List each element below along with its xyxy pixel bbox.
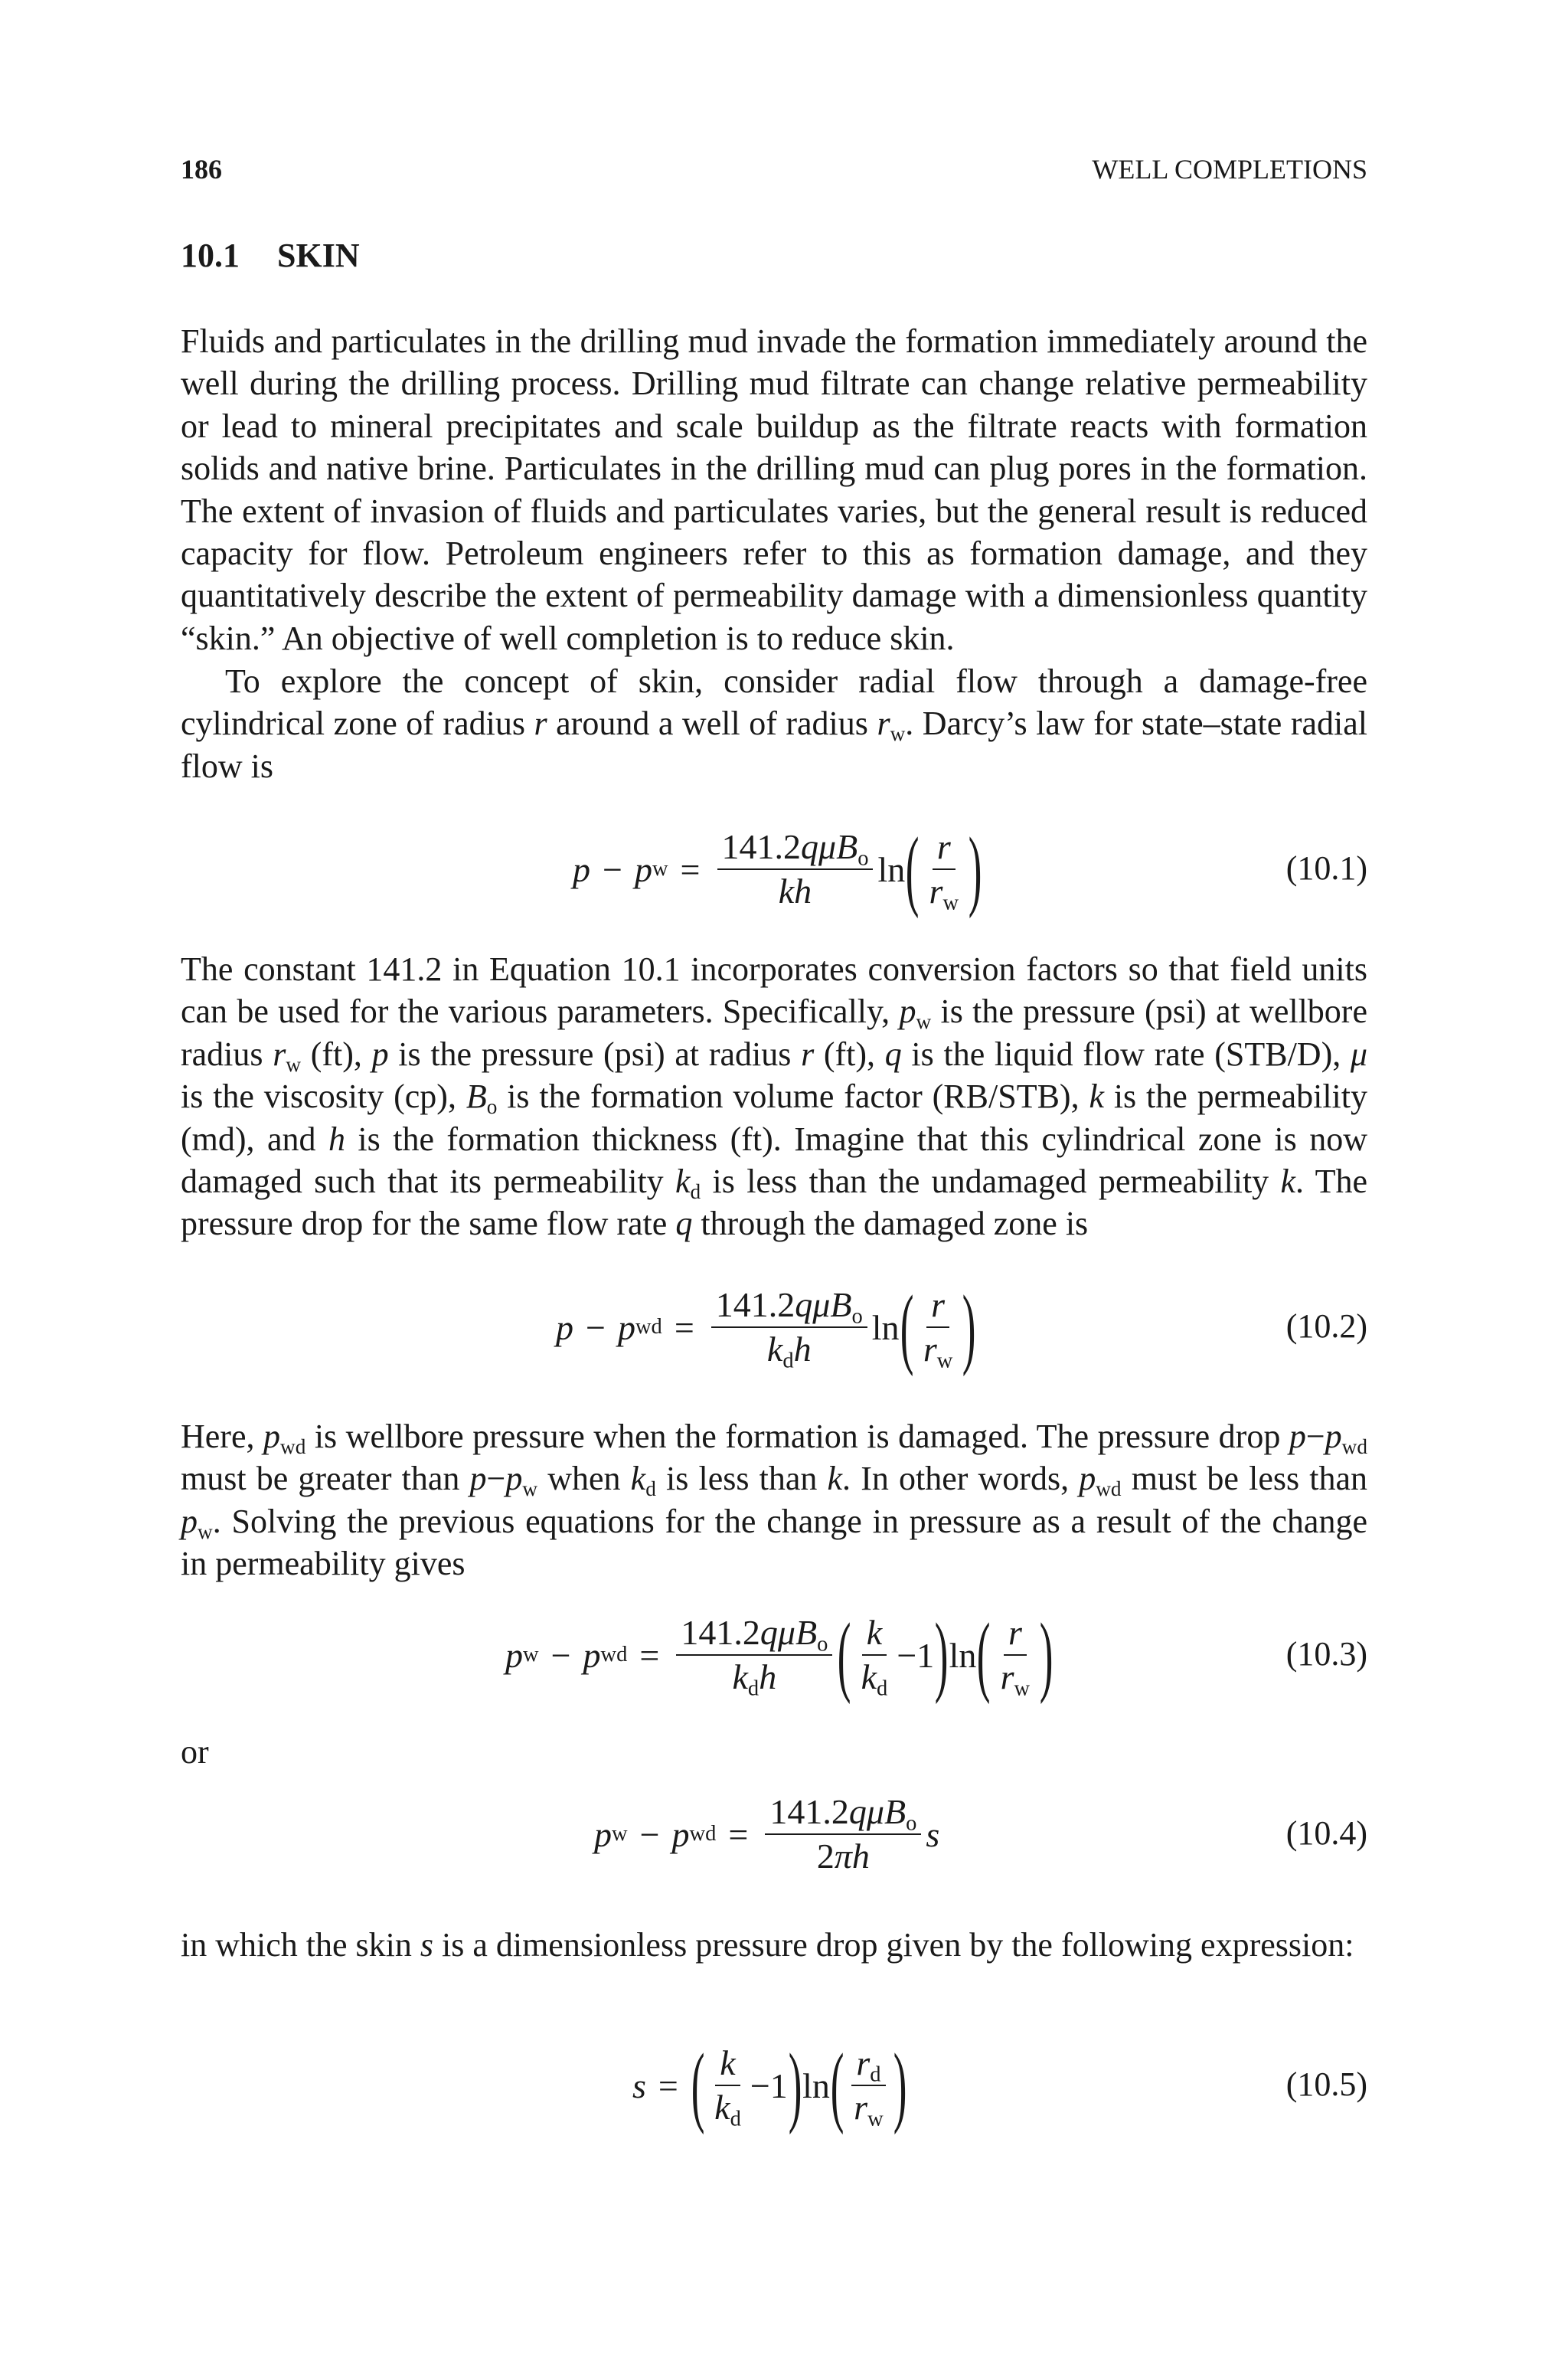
section-heading bbox=[181, 236, 360, 275]
running-title: WELL COMPLETIONS bbox=[1092, 154, 1367, 185]
fraction: $\frac{k}{k_d}$ bbox=[714, 2043, 741, 2131]
fraction: $\frac{r_d}{r_w}$ bbox=[849, 2042, 888, 2129]
fraction: $\frac{141.2q\mu B_o}{k_dh}$ bbox=[676, 1611, 832, 1699]
equation-10-4 bbox=[181, 1784, 1367, 1884]
fraction: $\frac{r}{r_w}$ bbox=[1000, 1613, 1031, 1701]
fraction: $\frac{141.2q\mu B_o}{k_dh}$ bbox=[711, 1284, 867, 1371]
equation-10-1 bbox=[181, 819, 1367, 919]
section-number: 10.1 bbox=[181, 237, 240, 274]
fraction: $\frac{k}{k_d}$ bbox=[861, 1613, 888, 1701]
paragraph-parameters: The constant 141.2 in Equation 10.1 incorporates conversion factors so that field units can be used for the various parameters. Specifically, $p_w$ is the pressure (psi) at wellbore radius $r_w$ (ft), p is the pressure (psi) at radius r (ft), q is the liquid flow rate (STB/D), μ is the viscosity (cp), $B_o$ is the formation volume factor (RB/STB), k is the permeability (md), and h is the formation thickness (ft). Imagine that this cylindrical zone is now damaged such that its permeability $k_d$ is less than the undamaged permeability k. The pressure drop for the same flow rate q through the damaged zone is bbox=[181, 950, 1368, 1243]
equation-10-3-formula: p w − p wd = $\frac{141.2q\mu B_o}{k_dh}$ ( $\frac{k}{k_d}$ −1 ) ln ( $\frac{r}{r_w}$ ) bbox=[505, 1604, 1054, 1705]
paragraph-radial-flow: To explore the concept of skin, consider radial flow through a damage-free cylindrical zone of radius r around a well of radius $r_w$. Darcy’s law for state–state radial flow is bbox=[181, 662, 1367, 785]
fraction: $\frac{141.2q\mu B_o}{kh}$ bbox=[717, 826, 874, 913]
fraction: $\frac{141.2q\mu B_o}{2\pi h}$ bbox=[765, 1791, 921, 1878]
fraction: $\frac{r}{r_w}$ bbox=[923, 1285, 953, 1373]
paragraph-skin-definition: in which the skin s is a dimensionless pressure drop given by the following expression: bbox=[181, 1926, 1354, 1964]
equation-number: (10.3) bbox=[1285, 1635, 1367, 1673]
equation-10-4-formula: p w − p wd = $\frac{141.2q\mu B_o}{2\pi h}$ s bbox=[594, 1784, 939, 1884]
equation-10-2 bbox=[181, 1277, 1367, 1377]
equation-10-1-formula: p − p w = $\frac{141.2q\mu B_o}{kh}$ ln ( $\frac{r}{r_w}$ ) bbox=[573, 819, 982, 919]
equation-number: (10.4) bbox=[1285, 1814, 1367, 1852]
paragraph-damaged-pressure: Here, $p_{wd}$ is wellbore pressure when the formation is damaged. The pressure drop $p-p_{wd}$ must be greater than $p-p_w$ when $k_d$ is less than k. In other words, $p_{wd}$ must be less than $p_w$. Solving the previous equations for the change in pressure as a result of the change in permeability gives bbox=[181, 1418, 1367, 1583]
equation-number: (10.2) bbox=[1285, 1307, 1367, 1345]
fraction: $\frac{r}{r_w}$ bbox=[929, 827, 959, 915]
equation-number: (10.1) bbox=[1285, 849, 1367, 887]
equation-10-5 bbox=[181, 2036, 1367, 2135]
equation-10-2-formula: p − p wd = $\frac{141.2q\mu B_o}{k_dh}$ ln ( $\frac{r}{r_w}$ ) bbox=[556, 1277, 976, 1377]
equation-number: (10.5) bbox=[1285, 2065, 1367, 2103]
paragraph-intro: Fluids and particulates in the drilling mud invade the formation immediately around the well during the drilling process. Drilling mud filtrate can change relative permeability or lead to mineral precipitates and scale buildup as the filtrate reacts with formation solids and native brine. Particulates in the drilling mud can plug pores in the formation. The extent of invasion of fluids and particulates varies, but the general result is reduced capacity for flow. Petroleum engineers refer to this as formation damage, and they quantitatively describe the extent of permeability damage with a dimensionless quantity “skin.” An objective of well completion is to reduce skin. bbox=[181, 322, 1367, 657]
equation-10-5-formula: s = ( $\frac{k}{k_d}$ −1 ) ln ( $\frac{r_d}{r_w}$ ) bbox=[632, 2035, 907, 2135]
equation-10-3 bbox=[181, 1605, 1367, 1705]
page-number: 186 bbox=[181, 154, 222, 185]
running-head bbox=[181, 153, 1367, 191]
section-title: SKIN bbox=[277, 237, 360, 274]
connector-or: or bbox=[181, 1733, 209, 1771]
